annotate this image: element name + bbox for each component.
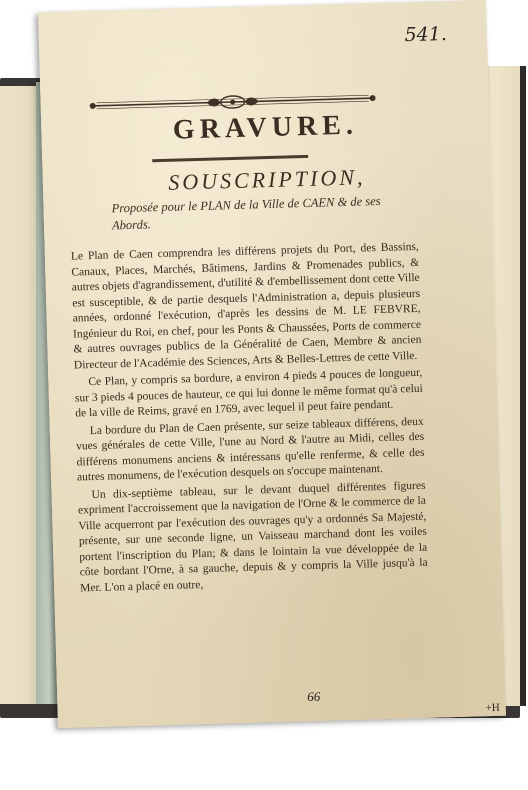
paragraph: Un dix-septième tableau, sur le devant duquel différentes figures expriment l'accroissement que la navigation de l'Orne & le commerce de la Ville acquerront par l'exécution des ouvrages qu'y a ordonnés Sa Majesté, présente, sur une seconde ligne, un Vaisseau marchand dont les voiles portent l'inscription du Plan; & dans le lointain la vue développée de la côte bordant l'Orne, à sa gauche, depuis & y compris la Ville jusqu'à la Mer. L'on a placé en outre,: [77, 479, 428, 594]
paragraph: Le Plan de Caen comprendra les différens projets du Port, des Bassins, Canaux, Places, Marchés, Bâtimens, Jardins & Promenades publics, & autres objets d'agrandissement, d'utilité & d'embellissement dont cette Ville est susceptible, & de partie desquels l'Administration a, depuis plusieurs années, ordonné l'exécution, d'après les dessins de M. LE FEBVRE, Ingénieur du Roi, en chef, pour les Ponts & Chaussées, Ports de commerce & autres ouvrages publics de la Généralité de Caen, Membre & ancien Directeur de l'Académie des Sciences, Arts & Belles-Lettres de cette Ville.: [70, 240, 422, 372]
page-title: GRAVURE.: [172, 109, 359, 146]
title-rule: [152, 155, 308, 162]
page-number: 66: [307, 688, 321, 705]
intro-text: Proposée pour le PLAN de la Ville de CAEN & de ses Abords.: [111, 193, 381, 233]
paragraph: La bordure du Plan de Caen présente, sur seize tableaux différens, deux vues générales de cette Ville, l'une au Nord & l'autre au Midi, celles des différens monumens anciens & intéressans qu'elle renferme, & celle des autres monumens, de l'exécution desquels on s'occupe maintenant.: [76, 415, 425, 484]
manuscript-number: 541.: [404, 22, 448, 47]
page-subtitle: SOUSCRIPTION,: [167, 164, 366, 195]
body-text: [71, 240, 429, 599]
document-page: [38, 0, 506, 728]
corner-mark: +H: [485, 701, 500, 715]
paragraph: Ce Plan, y compris sa bordure, a environ 4 pieds 4 pouces de longueur, sur 3 pieds 4 pouces de hauteur, ce qui lui donne le même format qu'à celui de la ville de Reims, gravé en 1769, avec lequel il peut faire pendant.: [74, 366, 423, 420]
left-page-edge: [0, 86, 40, 704]
